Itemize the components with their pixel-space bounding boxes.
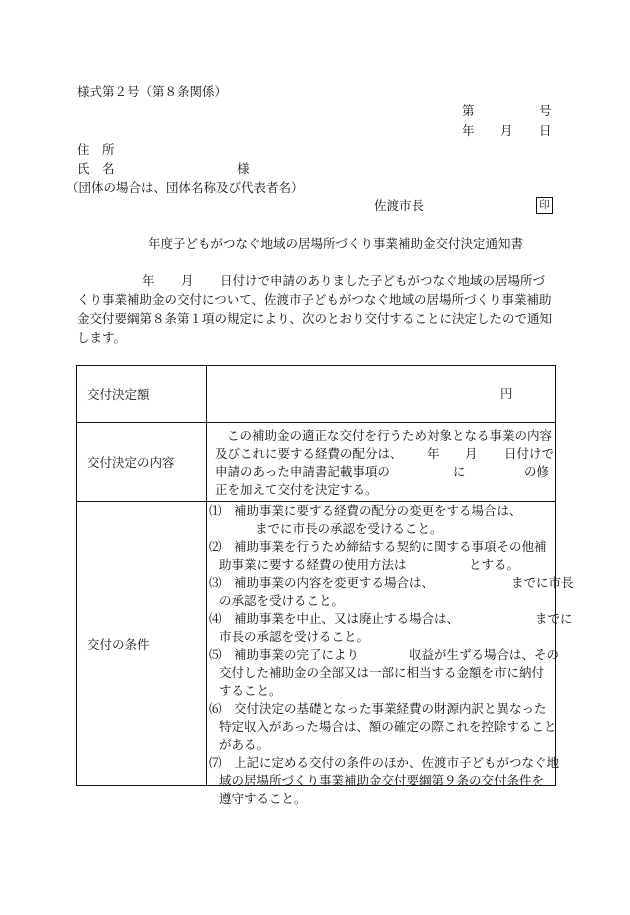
condition-5: ⑸ 補助事業の完了により 収益が生ずる場合は、その — [209, 647, 560, 662]
group-note: （団体の場合は、団体名称及び代表者名） — [66, 180, 304, 195]
body-paragraph — [77, 271, 557, 347]
form-number: 様式第２号（第８条関係） — [77, 84, 228, 99]
content-value — [207, 423, 555, 501]
condition-7: ⑺ 上記に定める交付の条件のほか、佐渡市子どもがつなぐ地 — [209, 755, 560, 770]
content-line-4: 正を加えて交付を決定する。 — [215, 482, 378, 497]
content-row — [77, 423, 555, 502]
address-label: 住 所 — [77, 142, 115, 157]
seal-mark: 印 — [536, 197, 553, 214]
name-label: 氏 名 — [77, 161, 115, 176]
body-year: 年 — [142, 273, 155, 288]
amount-label: 交付決定額 — [77, 366, 207, 422]
conditions-value: ⑴ 補助事業に要する経費の配分の変更をする場合は、 までに市長の承認を受けること。 ⑵ 補助事業を行うため締結する契約に関する事項その他補 助事業に要する経費の使用方法は とする。 ⑶ 補助事業の内容を変更する場合は、 までに市長 の承認を受けること。 ⑷ 補助事業を中止、又は廃止する場合は、 までに 市長の承認を受けること。 ⑸ 補助事業の完了により 収益が生ずる場合は、その 交付した補助金の全部又は一部に相当する金額を市に納付 すること。 ⑹ 交付決定の基礎となった事業経費の財源内訳と異なった 特定収入があった場合は、額の確定の際これを控除すること がある。 ⑺ 上記に定める交付の条件のほか、佐渡市子どもがつなぐ地 域の居場所づくり事業補助金交付要綱第９条の交付条件を 遵守すること。 — [209, 503, 574, 806]
condition-4: ⑷ 補助事業を中止、又は廃止する場合は、 までに — [209, 611, 573, 626]
content-line-2: 及びこれに要する経費の配分は、 年 月 日付けで — [215, 446, 555, 461]
number-suffix: 号 — [539, 103, 552, 118]
condition-6: ⑹ 交付決定の基礎となった事業経費の財源内訳と異なった — [209, 701, 547, 716]
condition-3: ⑶ 補助事業の内容を変更する場合は、 までに市長 — [209, 575, 574, 590]
amount-value — [207, 366, 555, 422]
body-line-1: 日付けで申請のありました子どもがつなぐ地域の居場所づ — [220, 273, 546, 288]
date-day: 日 — [539, 123, 552, 138]
issuer-name: 佐渡市長 — [374, 198, 425, 213]
body-month: 月 — [181, 273, 194, 288]
number-prefix: 第 — [462, 103, 475, 118]
decision-table — [76, 365, 574, 806]
body-line-3: 金交付要綱第８条第１項の規定により、次のとおり交付することに決定したので通知 — [77, 311, 553, 326]
date-month: 月 — [500, 123, 513, 138]
conditions-label: 交付の条件 — [77, 502, 207, 785]
document-title: 年度子どもがつなぐ地域の居場所づくり事業補助金交付決定通知書 — [148, 236, 524, 251]
amount-row — [77, 366, 555, 423]
condition-1: ⑴ 補助事業に要する経費の配分の変更をする場合は、 — [209, 503, 522, 518]
conditions-row — [77, 502, 574, 806]
content-label: 交付決定の内容 — [77, 423, 207, 501]
condition-2: ⑵ 補助事業を行うため締結する契約に関する事項その他補 — [209, 539, 547, 554]
content-line-3: 申請のあった申請書記載事項の に の修 — [215, 464, 550, 479]
date-year: 年 — [462, 123, 475, 138]
body-line-4: します。 — [77, 330, 127, 345]
amount-unit: 円 — [500, 386, 513, 401]
body-line-2: くり事業補助金の交付について、佐渡市子どもがつなぐ地域の居場所づくり事業補助 — [77, 292, 552, 307]
honorific: 様 — [237, 161, 250, 176]
content-line-1: この補助金の適正な交付を行うため対象となる事業の内容 — [227, 428, 553, 443]
